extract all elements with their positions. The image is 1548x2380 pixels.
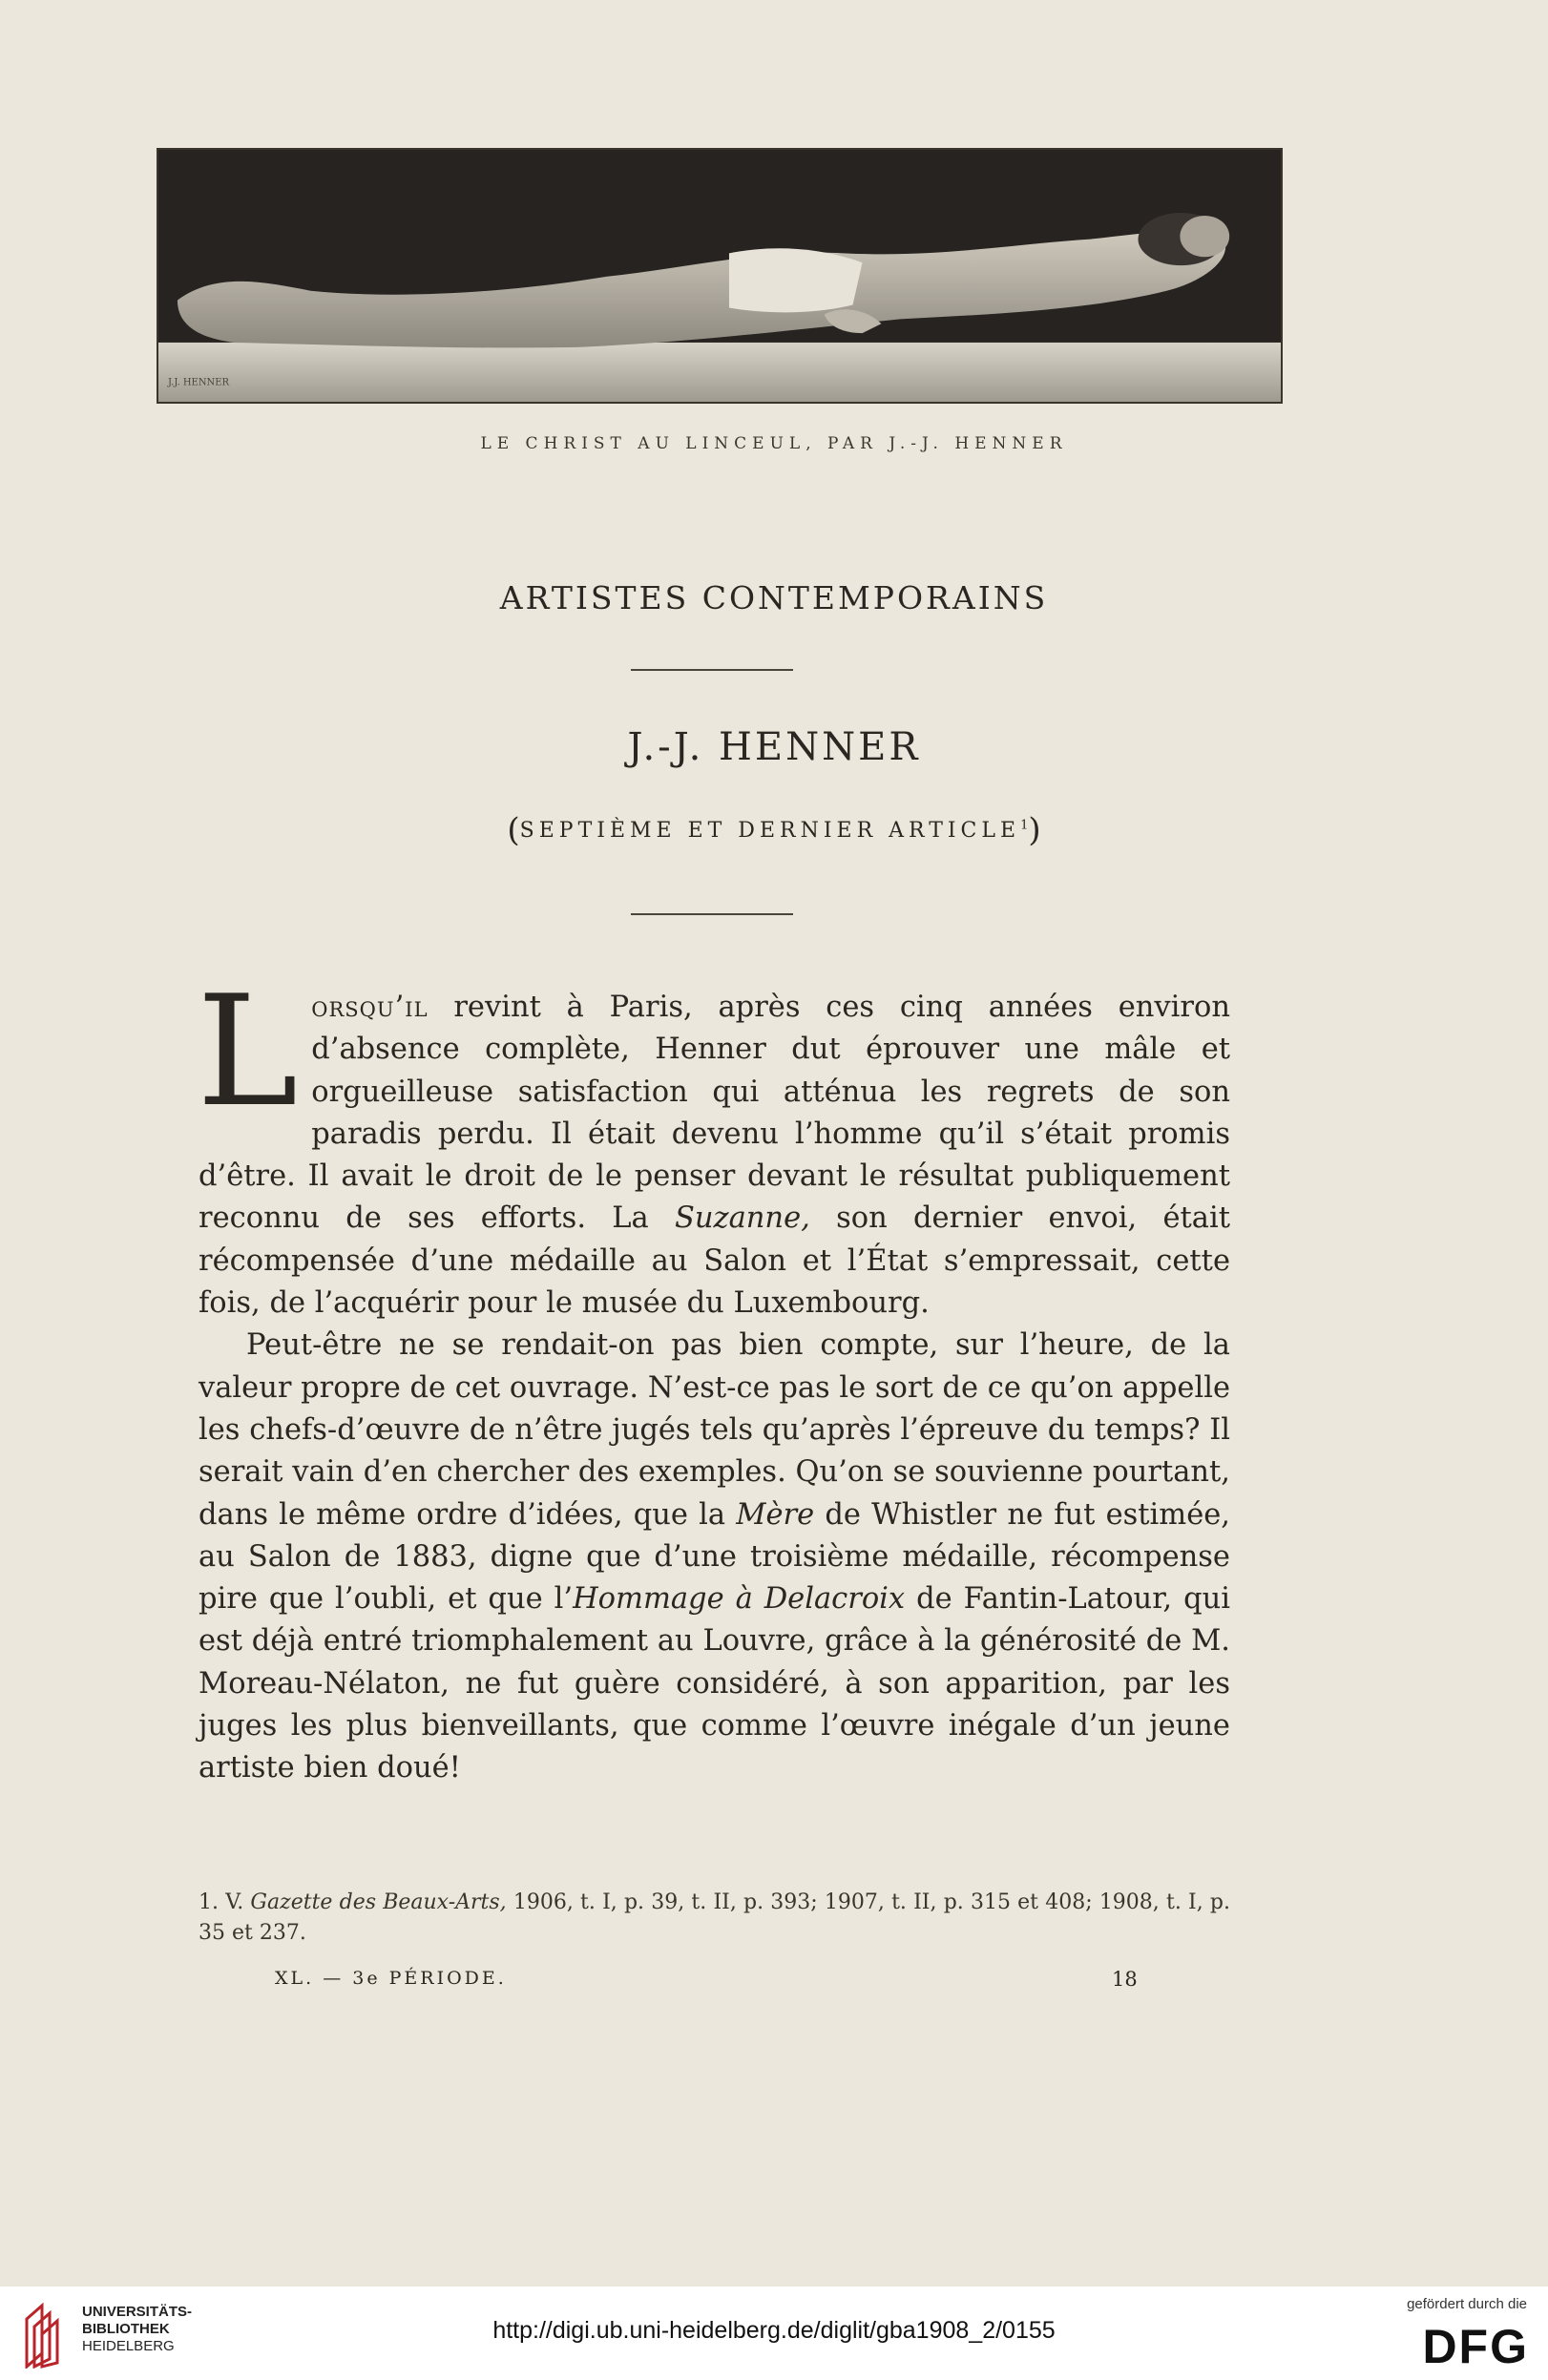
text-run: revint à Paris, après ces cinq années environ d’absence complète, Henner dut éprouver une mâle et orgueilleuse satisfaction qui atténua les regrets de son paradis perdu. Il était devenu l’homme qu’il s’était promis d’être. Il avait le droit de le penser devant le résultat publiquement reconnu de ses efforts. La — [199, 991, 1230, 1236]
library-name-line: BIBLIOTHEK — [82, 2321, 170, 2337]
divider-rule — [631, 669, 793, 671]
paragraph — [197, 962, 1230, 1325]
article-title: J.-J. HENNER — [627, 725, 921, 769]
engraving-plate — [157, 148, 1283, 404]
subtitle-paren-close: ) — [1028, 811, 1041, 849]
italic-title: Mère — [736, 1497, 815, 1532]
divider-rule — [631, 913, 793, 915]
article-body — [197, 962, 1230, 1790]
paragraph — [199, 1325, 1230, 1789]
dfg-logo[interactable]: DFG — [1422, 2320, 1529, 2373]
subtitle-paren-open: ( — [507, 811, 520, 849]
article-subtitle — [0, 811, 1548, 849]
permalink[interactable]: http://digi.ub.uni-heidelberg.de/diglit/gba1908_2/0155 — [492, 2317, 1056, 2344]
footnote-ref[interactable]: 1 — [1020, 818, 1029, 833]
italic-title: Hommage à Delacroix — [573, 1582, 906, 1617]
subtitle-text: SEPTIÈME ET DERNIER ARTICLE — [519, 819, 1021, 843]
library-name-line: UNIVERSITÄTS- — [82, 2304, 193, 2320]
text-run: de Fantin-Latour, qui est déjà entré triomphalement au Louvre, grâce à la générosité de M. Moreau-Nélaton, ne fut guère considéré, à son apparition, par les juges les plus bienveillants, que comme l’œuvre inégale d’un jeune artiste bien doué! — [199, 1582, 1230, 1785]
footnote-journal: Gazette des Beaux-Arts, — [250, 1890, 507, 1914]
sheet-number: 18 — [1112, 1968, 1138, 1991]
text-run: Peut-être ne se rendait-on pas bien compte, sur l’heure, de la valeur propre de cet ouvrage. N’est-ce pas le sort de ce qu’on appelle les chefs-d’œuvre de n’être jugés tels qu’après l’épreuve du temps? Il serait vain d’en chercher des exemples. Qu’on se souvienne pourtant, dans le même ordre d’idées, que la — [199, 1328, 1230, 1532]
lead-in-smallcaps: orsqu’il — [311, 991, 429, 1024]
footnote — [199, 1888, 1230, 1949]
text-run: son dernier envoi, était récompensée d’une médaille au Salon et l’État s’empressait, cette fois, de l’acquérir pour le musée du Luxembourg. — [199, 1201, 1230, 1321]
funding-note: gefördert durch die — [1407, 2296, 1527, 2312]
plate-signature: J.J. HENNER — [167, 377, 229, 388]
italic-title: Suzanne, — [675, 1201, 810, 1236]
text-run: de Whistler ne fut estimée, au Salon de 1883, digne que d’une troisième médaille, récompense pire que l’oubli, et que l’ — [199, 1497, 1230, 1617]
viewer-footer — [0, 2286, 1548, 2380]
series-title: ARTISTES CONTEMPORAINS — [499, 579, 1049, 616]
drop-cap: L — [197, 962, 299, 1140]
plate-caption: LE CHRIST AU LINCEUL, PAR J.-J. HENNER — [480, 434, 1068, 453]
library-name-line: HEIDELBERG — [82, 2338, 175, 2354]
signature-mark: XL. — 3e PÉRIODE. — [275, 1968, 507, 1989]
footnote-text: 1906, t. I, p. 39, t. II, p. 393; 1907, t. II, p. 315 et 408; 1908, t. I, p. 35 et 237. — [199, 1890, 1230, 1945]
dead-christ-illustration — [158, 150, 1281, 402]
footnote-lead: 1. V. — [199, 1890, 251, 1914]
